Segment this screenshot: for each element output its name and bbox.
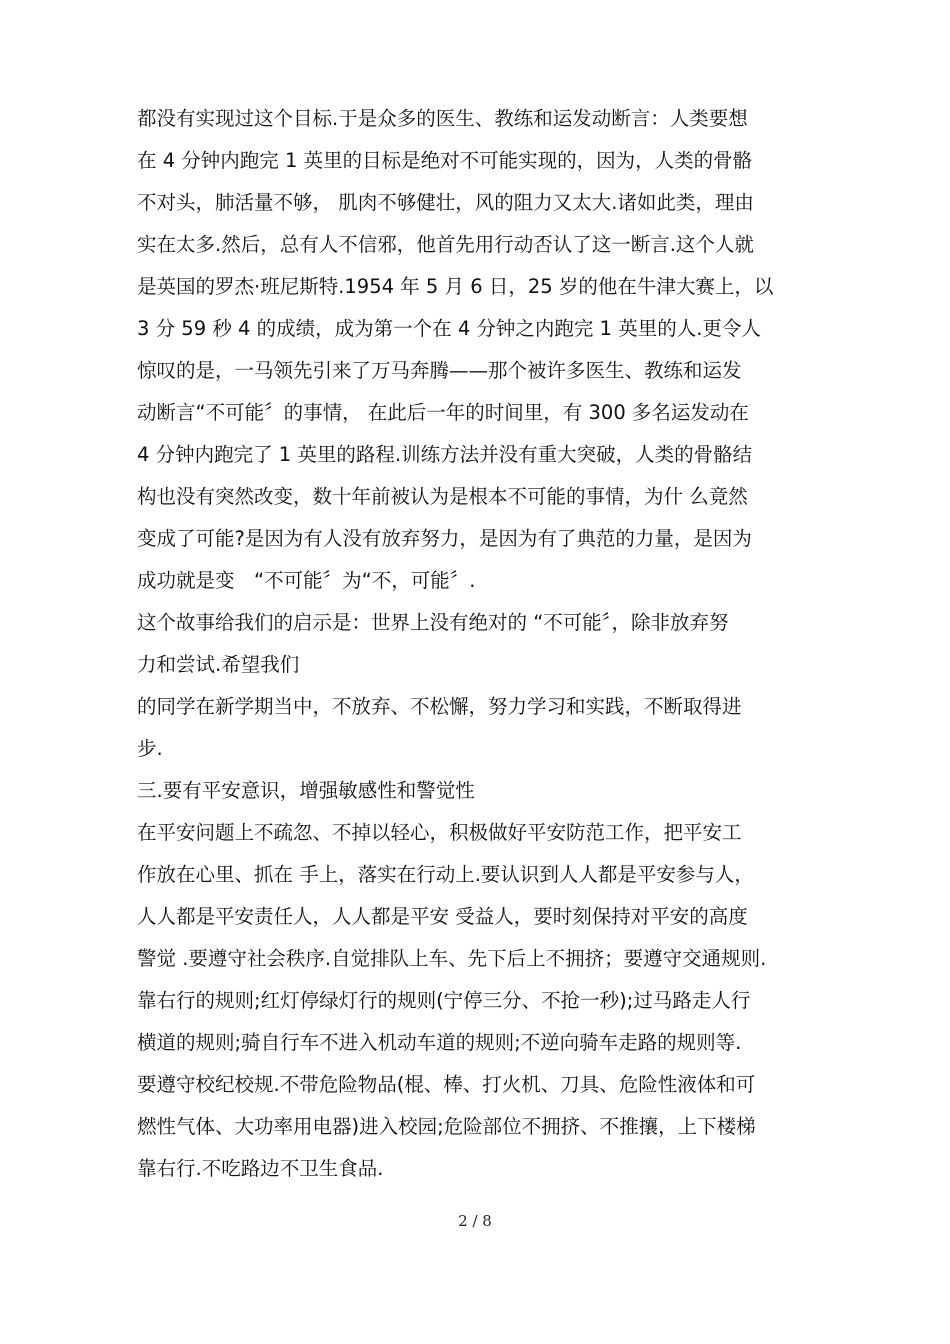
text-line: 实在太多.然后，总有人不信邪，他首先用行动否认了这一断言.这个人就 bbox=[137, 233, 754, 256]
text-line: 动断言“不可能〞的事情， 在此后一年的时间里，有 300 多名运发动在 bbox=[137, 401, 749, 424]
text-line: 这个故事给我们的启示是：世界上没有绝对的 “不可能〞，除非放弃努 bbox=[137, 611, 729, 634]
page-number: 2 / 8 bbox=[458, 1212, 492, 1230]
text-line: 惊叹的是，一马领先引来了万马奔腾——那个被许多医生、教练和运发 bbox=[137, 359, 742, 382]
text-line: 变成了可能?是因为有人没有放弃努力，是因为有了典范的力量，是因为 bbox=[137, 527, 752, 550]
text-line: 力和尝试.希望我们 bbox=[137, 653, 300, 676]
section-heading: 三.要有平安意识，增强敏感性和警觉性 bbox=[137, 779, 475, 802]
text-line: 人人都是平安责任人，人人都是平安 受益人，要时刻保持对平安的高度 bbox=[137, 905, 748, 928]
text-line: 要遵守校纪校规.不带危险物品(棍、棒、打火机、刀具、危险性液体和可 bbox=[137, 1073, 756, 1096]
text-line: 靠右行.不吃路边不卫生食品. bbox=[137, 1157, 384, 1180]
text-line: 靠右行的规则;红灯停绿灯行的规则(宁停三分、不抢一秒);过马路走人行 bbox=[137, 989, 751, 1012]
text-line: 构也没有突然改变，数十年前被认为是根本不可能的事情，为什 么竟然 bbox=[137, 485, 748, 508]
text-line: 都没有实现过这个目标.于是众多的医生、教练和运发动断言：人类要想 bbox=[137, 107, 748, 130]
text-line: 作放在心里、抓在 手上，落实在行动上.要认识到人人都是平安参与人， bbox=[137, 863, 754, 886]
text-line: 警觉 .要遵守社会秩序.自觉排队上车、先下后上不拥挤；要遵守交通规则. bbox=[137, 947, 767, 970]
text-line: 步. bbox=[137, 737, 163, 760]
document-body bbox=[137, 98, 827, 1190]
text-line: 成功就是变 “不可能〞为“不，可能〞. bbox=[137, 569, 476, 592]
text-line: 4 分钟内跑完了 1 英里的路程.训练方法并没有重大突破，人类的骨骼结 bbox=[137, 443, 753, 466]
text-line: 在 4 分钟内跑完 1 英里的目标是绝对不可能实现的，因为，人类的骨骼 bbox=[137, 149, 753, 172]
text-line: 不对头，肺活量不够， 肌肉不够健壮，风的阻力又太大.诸如此类，理由 bbox=[137, 191, 754, 214]
text-line: 3 分 59 秒 4 的成绩，成为第一个在 4 分钟之内跑完 1 英里的人.更令人 bbox=[137, 317, 761, 340]
text-line: 横道的规则;骑自行车不进入机动车道的规则;不逆向骑车走路的规则等. bbox=[137, 1031, 742, 1054]
text-line: 的同学在新学期当中，不放弃、不松懈，努力学习和实践，不断取得进 bbox=[137, 695, 742, 718]
text-line: 燃性气体、大功率用电器)进入校园;危险部位不拥挤、不推攘，上下楼梯 bbox=[137, 1115, 756, 1138]
text-line: 是英国的罗杰·班尼斯特.1954 年 5 月 6 日，25 岁的他在牛津大赛上，以 bbox=[137, 275, 774, 298]
text-line: 在平安问题上不疏忽、不掉以轻心，积极做好平安防范工作，把平安工 bbox=[137, 821, 742, 844]
